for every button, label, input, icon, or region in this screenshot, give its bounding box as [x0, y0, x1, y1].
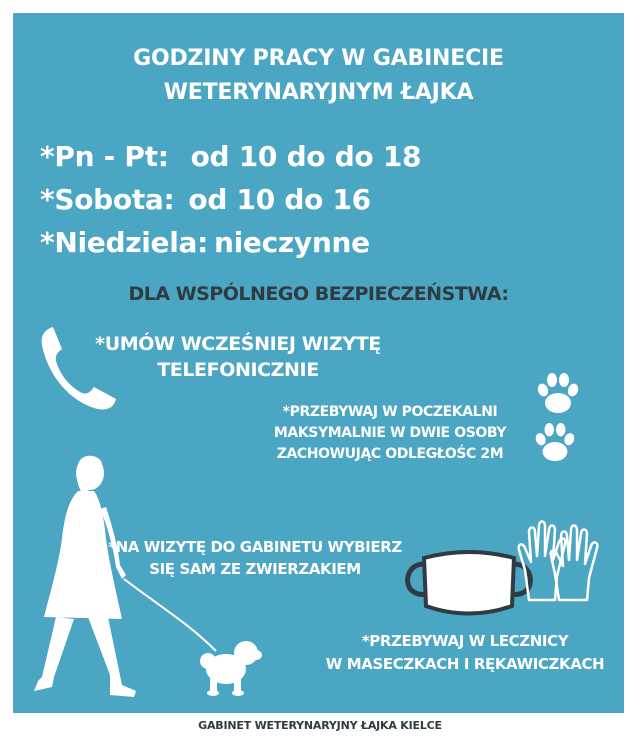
tip-alone — [100, 536, 410, 580]
tip-alone-line-2: SIĘ SAM ZE ZWIERZAKIEM — [149, 560, 361, 578]
hours-row-saturday — [40, 183, 371, 217]
gloves-icon — [515, 520, 607, 602]
person-walking-dog-icon — [38, 455, 288, 705]
hours-row-weekdays — [40, 140, 421, 174]
tip-phone-line-2: TELEFONICZNIE — [157, 359, 319, 381]
hours-row-sunday — [40, 226, 370, 260]
title-line-1: GODZINY PRACY W GABINECIE — [133, 46, 504, 71]
tip-phone-line-1: *UMÓW WCZEŚNIEJ WIZYTĘ — [95, 333, 381, 355]
tip-masks-line-2: W MASECZKACH I RĘKAWICZKACH — [325, 655, 605, 673]
hours-day: *Sobota: — [40, 183, 175, 216]
hours-time: od 10 do 16 — [188, 183, 371, 216]
hours-time: nieczynne — [213, 226, 370, 259]
tip-waiting-line-3: ZACHOWUJĄC ODLEGŁOŚC 2M — [276, 446, 504, 462]
tip-phone — [88, 331, 388, 383]
tip-masks — [300, 630, 630, 676]
paw-icon — [534, 422, 576, 464]
tip-waiting-line-1: *PRZEBYWAJ W POCZEKALNI — [282, 404, 498, 420]
title-line-2: WETERYNARYJNYM ŁAJKA — [163, 80, 474, 105]
tip-waiting-line-2: MAKSYMALNIE W DWIE OSOBY — [273, 425, 507, 441]
footer-text: GABINET WETERYNARYJNY ŁAJKA KIELCE — [198, 719, 442, 732]
hours-day: *Niedziela: — [40, 226, 208, 259]
safety-heading: DLA WSPÓLNEGO BEZPIECZEŃSTWA: — [128, 283, 509, 305]
tip-masks-line-1: *PRZEBYWAJ W LECZNICY — [361, 632, 569, 650]
tip-alone-line-1: *NA WIZYTĘ DO GABINETU WYBIERZ — [108, 538, 402, 556]
paw-icon — [537, 372, 579, 416]
tip-waiting-room — [255, 402, 525, 465]
hours-time: od 10 do do 18 — [190, 140, 422, 173]
poster-title — [13, 42, 624, 110]
hours-day: *Pn - Pt: — [40, 140, 169, 173]
